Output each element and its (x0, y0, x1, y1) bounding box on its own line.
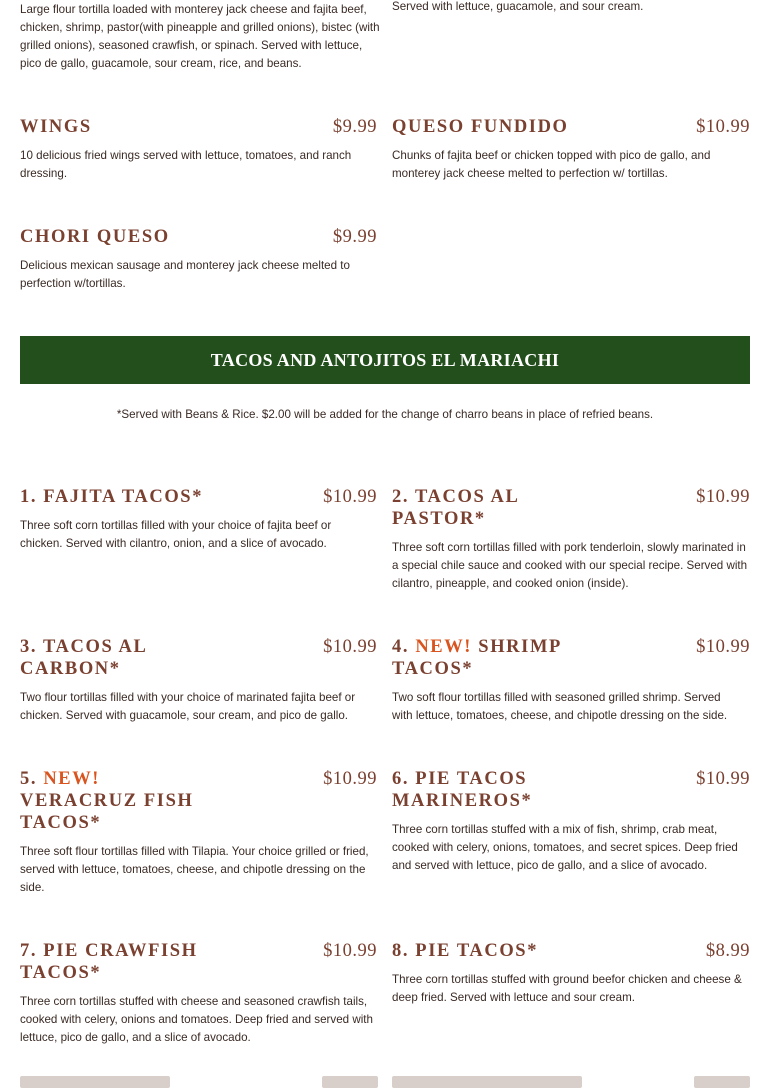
item-name-pie-tacos: 8. PIE TACOS* (392, 941, 539, 961)
name-line: VERACRUZ FISH (20, 791, 194, 811)
section-banner (20, 336, 750, 384)
section-note: *Served with Beans & Rice. $2.00 will be added for the change of charro beans in place of refried beans. (116, 408, 654, 421)
name-line: 2. TACOS AL (392, 487, 520, 507)
new-badge: NEW! (43, 769, 101, 789)
name-line: PASTOR* (392, 509, 486, 529)
item-price-pie-crawfish-tacos: $10.99 (323, 941, 377, 961)
new-badge: NEW! (415, 637, 473, 657)
section-title: TACOS AND ANTOJITOS EL MARIACHI (210, 349, 560, 370)
item-description-chori-queso: Delicious mexican sausage and monterey jack cheese melted to perfection w/tortillas. (20, 259, 350, 290)
item-price-pie-tacos: $8.99 (705, 941, 750, 961)
cut-off-item-name (20, 1076, 170, 1088)
item-description-shrimp-tacos: Two soft flour tortillas filled with seasoned grilled shrimp. Served with lettuce, tomatoes, cheese, and chipotle dressing on the side. (392, 691, 728, 722)
item-description-tacos-al-carbon: Two flour tortillas filled with your choice of marinated fajita beef or chicken. Served with guacamole, sour cream, and pico de gallo. (20, 691, 356, 722)
item-name-wings: WINGS (20, 117, 92, 137)
item-price-tacos-al-pastor: $10.99 (696, 487, 750, 507)
item-name-queso-fundido: QUESO FUNDIDO (392, 117, 569, 137)
cut-off-item-price (322, 1076, 378, 1088)
item-description-pie-tacos: Three corn tortillas stuffed with ground beefor chicken and cheese & deep fried. Served with lettuce and sour cream. (392, 973, 742, 1004)
item-name-tacos-al-carbon (20, 636, 147, 680)
item-price-veracruz-fish-tacos: $10.99 (323, 769, 377, 789)
item-name-chori-queso: CHORI QUESO (20, 227, 170, 247)
item-description-wings: 10 delicious fried wings served with lettuce, tomatoes, and ranch dressing. (20, 149, 352, 180)
item-price-queso-fundido: $10.99 (696, 117, 750, 137)
item-description-veracruz-fish-tacos: Three soft flour tortillas filled with Tilapia. Your choice grilled or fried, served with lettuce, tomatoes, cheese, and chipotle dressing on the side. (20, 845, 369, 894)
name-line: TACOS* (20, 963, 102, 983)
item-name-shrimp-tacos (392, 636, 562, 680)
item-price-wings: $9.99 (332, 117, 377, 137)
item-price-chori-queso: $9.99 (332, 227, 377, 247)
name-prefix: 4. (392, 637, 416, 657)
cut-off-item-price (694, 1076, 750, 1088)
name-line: SHRIMP (472, 637, 562, 657)
name-line: 3. TACOS AL (20, 637, 148, 657)
item-description-fajita-burrito: Large flour tortilla loaded with monterey jack cheese and fajita beef, chicken, shrimp, pastor(with pineapple and grilled onions), bistec (with grilled onions), seasoned crawfish, or spinach. Served with lettuce, pico de gallo, guacamole, sour cream, rice, and beans. (20, 3, 380, 70)
item-price-shrimp-tacos: $10.99 (696, 637, 750, 657)
name-prefix: 5. (20, 769, 44, 789)
item-name-fajita-tacos: 1. FAJITA TACOS* (20, 487, 204, 507)
name-line: 7. PIE CRAWFISH (20, 941, 198, 961)
item-name-pie-tacos-marineros (392, 768, 532, 812)
item-name-tacos-al-pastor (392, 486, 519, 530)
item-name-veracruz-fish-tacos (20, 768, 193, 834)
name-line: CARBON* (20, 659, 121, 679)
item-description-partial: Served with lettuce, guacamole, and sour cream. (392, 0, 644, 13)
item-price-fajita-tacos: $10.99 (323, 487, 377, 507)
name-line: 6. PIE TACOS (392, 769, 528, 789)
item-description-tacos-al-pastor: Three soft corn tortillas filled with pork tenderloin, slowly marinated in a special chile sauce and cooked with our special recipe. Served with cilantro, pineapple, and cooked onion (inside). (392, 541, 748, 590)
cut-off-item-name (392, 1076, 582, 1088)
item-description-pie-tacos-marineros: Three corn tortillas stuffed with a mix of fish, shrimp, crab meat, cooked with celery, onions, tomatoes, and secret spices. Deep fried and served with lettuce, pico de gallo, and a slice of avocado. (392, 823, 738, 872)
item-name-pie-crawfish-tacos (20, 940, 198, 984)
item-price-tacos-al-carbon: $10.99 (323, 637, 377, 657)
name-line: TACOS* (20, 813, 102, 833)
name-line: MARINEROS* (392, 791, 533, 811)
item-description-pie-crawfish-tacos: Three corn tortillas stuffed with cheese and seasoned crawfish tails, cooked with celery, onions and tomatoes. Deep fried and served with lettuce, pico de gallo, and a slice of avocado. (20, 995, 373, 1044)
item-description-queso-fundido: Chunks of fajita beef or chicken topped with pico de gallo, and monterey jack cheese melted to perfection w/ tortillas. (392, 149, 711, 180)
item-description-fajita-tacos: Three soft corn tortillas filled with your choice of fajita beef or chicken. Served with cilantro, onion, and a slice of avocado. (20, 519, 332, 550)
item-price-pie-tacos-marineros: $10.99 (696, 769, 750, 789)
name-line: TACOS* (392, 659, 474, 679)
